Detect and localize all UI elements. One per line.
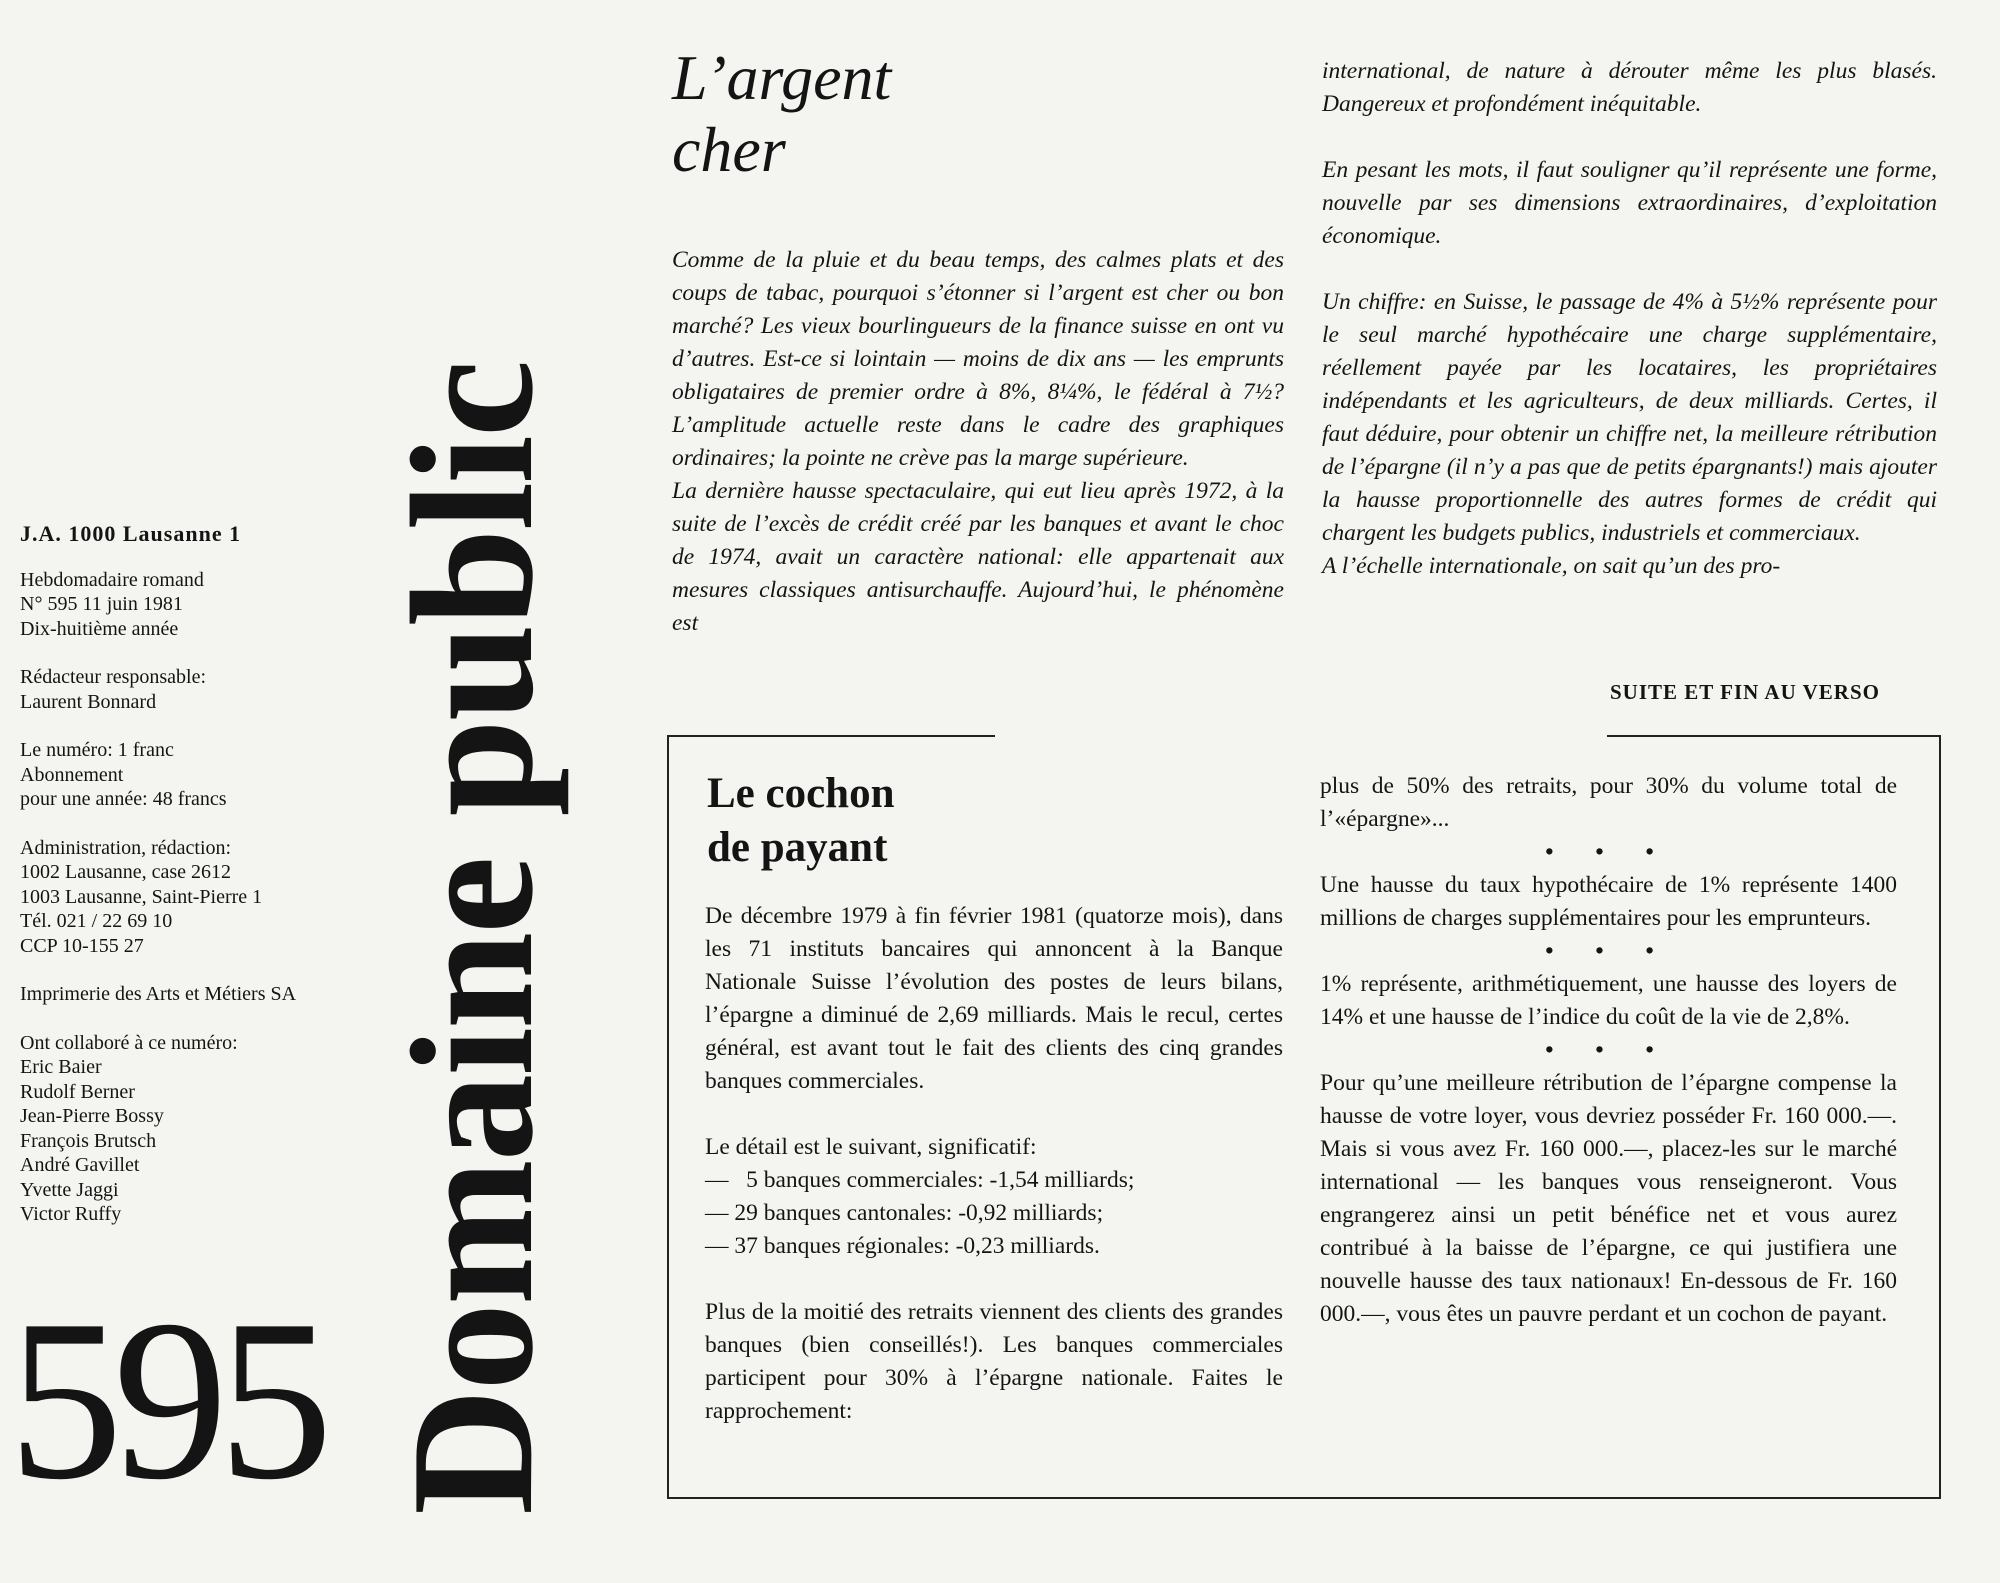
box-paragraph: De décembre 1979 à fin février 1981 (quatorze mois), dans les 71 instituts bancaires qui annoncent à la Banque Nationale Suisse l’évolution des postes de leurs bilans, l’épargne a diminué de 2,69 milliards. Mais le recul, certes général, est avant tout le fait des clients des cinq grandes banques commerciales. [705, 903, 1283, 1094]
list-item: — 29 banques cantonales: -0,92 milliards; [705, 1200, 1104, 1226]
box-article-title: Le cochon de payant [707, 770, 895, 871]
masthead-info [20, 522, 400, 1251]
box-column-2 [1320, 770, 1897, 1331]
box-paragraph: Une hausse du taux hypothécaire de 1% représente 1400 millions de charges supplémentaires pour les emprunteurs. [1320, 872, 1897, 931]
continued-note: SUITE ET FIN AU VERSO [1610, 680, 1880, 704]
editorial-paragraph: Un chiffre: en Suisse, le passage de 4% à 5½% représente pour le seul marché hypothécaire une charge supplémentaire, réellement payée par les locataires, les propriétaires indépendants et les agriculteurs, de deux milliards. Certes, il faut déduire, pour obtenir un chiffre net, la meilleure rétribution de l’épargne (il n’y a pas que de petits épargnants!) mais ajouter la hausse proportionnelle des autres formes de crédit qui chargent les budgets publics, industriels et commerciaux. [1322, 289, 1937, 546]
separator-stars: • • • [1545, 1037, 1672, 1063]
box-paragraph: Plus de la moitié des retraits viennent des clients des grandes banques (bien conseillés!). Les banques commerciales participent pour 30% à l’épargne nationale. Faites le rapprochement: [705, 1299, 1283, 1424]
editorial-paragraph: international, de nature à dérouter même les plus blasés. Dangereux et profondément inéquitable. [1322, 58, 1937, 117]
editorial-paragraph: En pesant les mots, il faut souligner qu’il représente une forme, nouvelle par ses dimensions extraordinaires, d’exploitation économique. [1322, 157, 1937, 249]
admin-info: Administration, rédaction: 1002 Lausanne, case 2612 1003 Lausanne, Saint-Pierre 1 Tél. 021 / 22 69 10 CCP 10-155 27 [20, 836, 263, 957]
list-intro: Le détail est le suivant, significatif: [705, 1134, 1037, 1160]
box-paragraph: Pour qu’une meilleure rétribution de l’épargne compense la hausse de votre loyer, vous devriez posséder Fr. 160 000.—. Mais si vous avez Fr. 160 000.—, placez-les sur le marché international — les banques vous renseigneront. Vous engrangerez ainsi un petit bénéfice net et vous aurez contribué à la baisse de l’épargne, ce qui justifiera une nouvelle hausse des taux nationaux! En-dessous de Fr. 160 000.—, vous êtes un pauvre perdant et un cochon de payant. [1320, 1070, 1897, 1327]
printer-info: Imprimerie des Arts et Métiers SA [20, 983, 297, 1005]
issue-number: 595 [8, 1272, 323, 1527]
postal-mark: J.A. 1000 Lausanne 1 [20, 521, 242, 546]
bank-list [705, 1164, 1283, 1263]
contributors-info: Ont collaboré à ce numéro: Eric Baier Rudolf Berner Jean-Pierre Bossy François Brutsch André Gavillet Yvette Jaggi Victor Ruffy [20, 1031, 238, 1225]
newspaper-title: Domaine public [375, 361, 569, 1515]
publication-info: Hebdomadaire romand N° 595 11 juin 1981 Dix-huitième année [20, 568, 204, 640]
box-column-1 [705, 900, 1283, 1461]
separator-stars: • • • [1545, 938, 1672, 964]
box-paragraph: 1% représente, arithmétiquement, une hausse des loyers de 14% et une hausse de l’indice du coût de la vie de 2,8%. [1320, 971, 1897, 1030]
price-info: Le numéro: 1 franc Abonnement pour une année: 48 francs [20, 739, 227, 810]
editorial-column-1 [672, 244, 1284, 640]
editorial-column-2 [1322, 55, 1937, 583]
editorial-paragraph: Comme de la pluie et du beau temps, des calmes plats et des coups de tabac, pourquoi s’étonner si l’argent est cher ou bon marché? Les vieux bourlingueurs de la finance suisse en ont vu d’autres. Est-ce si lointain — moins de dix ans — les emprunts obligataires de premier ordre à 8%, 8¼%, le fédéral à 7½? L’amplitude actuelle reste dans le cadre des graphiques ordinaires; la pointe ne crève pas la marge supérieure. [672, 247, 1284, 471]
list-item: — 5 banques commerciales: -1,54 milliards; [705, 1167, 1135, 1193]
editorial-title: L’argent cher [672, 42, 892, 185]
separator-stars: • • • [1545, 839, 1672, 865]
editorial-paragraph: La dernière hausse spectaculaire, qui eut lieu après 1972, à la suite de l’excès de crédit créé par les banques et avant le choc de 1974, avait un caractère national: elle appartenait aux mesures classiques antisurchauffe. Aujourd’hui, le phénomène est [672, 478, 1284, 636]
editorial-paragraph: A l’échelle internationale, on sait qu’un des pro- [1322, 553, 1781, 579]
box-paragraph: plus de 50% des retraits, pour 30% du volume total de l’«épargne»... [1320, 773, 1897, 832]
editor-info: Rédacteur responsable: Laurent Bonnard [20, 666, 207, 713]
frame-gap [995, 730, 1607, 742]
list-item: — 37 banques régionales: -0,23 milliards. [705, 1233, 1100, 1259]
